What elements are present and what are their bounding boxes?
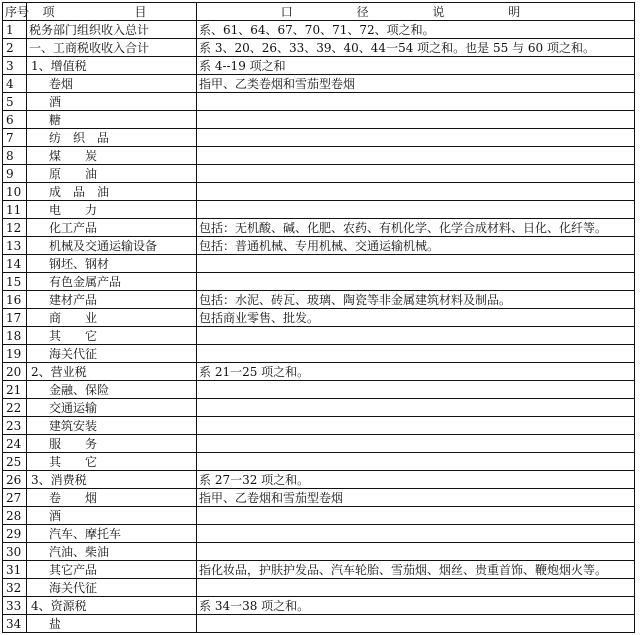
table-row: [3, 525, 635, 543]
row-number: 5: [3, 93, 27, 111]
row-description: [197, 543, 635, 561]
row-item: 一、工商税收收入合计: [27, 39, 197, 57]
row-description: [197, 165, 635, 183]
table-row: [3, 435, 635, 453]
row-item: 其 它: [27, 327, 197, 345]
row-item: 2、营业税: [27, 363, 197, 381]
row-item: 汽油、柴油: [27, 543, 197, 561]
row-number: 6: [3, 111, 27, 129]
row-description: [197, 507, 635, 525]
table-body: [3, 21, 635, 633]
row-description: 包括商业零售、批发。: [197, 309, 635, 327]
row-item: 建筑安装: [27, 417, 197, 435]
table-row: [3, 399, 635, 417]
header-item: 项 目: [27, 3, 197, 21]
row-item: 机械及交通运输设备: [27, 237, 197, 255]
table-row: [3, 453, 635, 471]
table-row: [3, 57, 635, 75]
row-number: 10: [3, 183, 27, 201]
row-description: 系 4--19 项之和: [197, 57, 635, 75]
row-item: 建材产品: [27, 291, 197, 309]
row-number: 17: [3, 309, 27, 327]
row-number: 15: [3, 273, 27, 291]
row-item: 酒: [27, 93, 197, 111]
row-description: [197, 381, 635, 399]
row-item: 盐: [27, 615, 197, 633]
row-description: 指甲、乙卷烟和雪茄型卷烟: [197, 489, 635, 507]
table-row: [3, 21, 635, 39]
row-description: [197, 453, 635, 471]
table-row: [3, 183, 635, 201]
row-number: 8: [3, 147, 27, 165]
row-description: 指甲、乙类卷烟和雪茄型卷烟: [197, 75, 635, 93]
row-item: 海关代征: [27, 345, 197, 363]
row-item: 纺 织 品: [27, 129, 197, 147]
row-item: 原 油: [27, 165, 197, 183]
table-row: [3, 417, 635, 435]
tax-definition-table: [2, 2, 635, 633]
table-row: [3, 381, 635, 399]
row-number: 12: [3, 219, 27, 237]
row-description: [197, 93, 635, 111]
row-item: 交通运输: [27, 399, 197, 417]
row-number: 34: [3, 615, 27, 633]
table-row: [3, 561, 635, 579]
table-row: [3, 147, 635, 165]
row-number: 18: [3, 327, 27, 345]
row-description: 包括：普通机械、专用机械、交通运输机械。: [197, 237, 635, 255]
row-description: 系 21一25 项之和。: [197, 363, 635, 381]
row-number: 28: [3, 507, 27, 525]
row-number: 9: [3, 165, 27, 183]
row-number: 11: [3, 201, 27, 219]
row-description: [197, 111, 635, 129]
row-number: 3: [3, 57, 27, 75]
table-row: [3, 255, 635, 273]
row-number: 13: [3, 237, 27, 255]
row-item: 煤 炭: [27, 147, 197, 165]
table-row: [3, 93, 635, 111]
row-item: 3、消费税: [27, 471, 197, 489]
table-row: [3, 291, 635, 309]
row-number: 27: [3, 489, 27, 507]
table-row: [3, 39, 635, 57]
row-number: 26: [3, 471, 27, 489]
table-row: [3, 489, 635, 507]
row-description: [197, 147, 635, 165]
table-row: [3, 237, 635, 255]
row-item: 钢坯、钢材: [27, 255, 197, 273]
table-row: [3, 327, 635, 345]
row-number: 32: [3, 579, 27, 597]
table-row: [3, 579, 635, 597]
row-description: 系 3、20、26、33、39、40、44一54 项之和。也是 55 与 60 项之和。: [197, 39, 635, 57]
row-number: 16: [3, 291, 27, 309]
table-row: [3, 507, 635, 525]
row-description: [197, 273, 635, 291]
row-description: [197, 201, 635, 219]
table-row: [3, 201, 635, 219]
row-number: 33: [3, 597, 27, 615]
row-description: [197, 255, 635, 273]
row-description: [197, 129, 635, 147]
row-number: 1: [3, 21, 27, 39]
row-number: 23: [3, 417, 27, 435]
row-item: 其 它: [27, 453, 197, 471]
row-item: 其它产品: [27, 561, 197, 579]
row-description: 系 34一38 项之和。: [197, 597, 635, 615]
row-description: 系 27一32 项之和。: [197, 471, 635, 489]
row-description: [197, 183, 635, 201]
row-number: 31: [3, 561, 27, 579]
row-description: [197, 327, 635, 345]
row-item: 汽车、摩托车: [27, 525, 197, 543]
row-number: 2: [3, 39, 27, 57]
row-item: 电 力: [27, 201, 197, 219]
row-item: 成 品 油: [27, 183, 197, 201]
row-description: 系、61、64、67、70、71、72、项之和。: [197, 21, 635, 39]
row-number: 30: [3, 543, 27, 561]
table-row: [3, 309, 635, 327]
row-item: 商 业: [27, 309, 197, 327]
row-description: 指化妆品，护肤护发品、汽车轮胎、雪茄烟、烟丝、贵重首饰、鞭炮烟火等。: [197, 561, 635, 579]
row-item: 1、增值税: [27, 57, 197, 75]
row-description: [197, 345, 635, 363]
table-row: [3, 345, 635, 363]
row-number: 21: [3, 381, 27, 399]
row-item: 化工产品: [27, 219, 197, 237]
row-number: 22: [3, 399, 27, 417]
row-number: 29: [3, 525, 27, 543]
table-row: [3, 363, 635, 381]
row-item: 税务部门组织收入总计: [27, 21, 197, 39]
table-row: [3, 75, 635, 93]
table-row: [3, 273, 635, 291]
row-number: 4: [3, 75, 27, 93]
row-number: 20: [3, 363, 27, 381]
row-description: [197, 579, 635, 597]
row-item: 卷 烟: [27, 489, 197, 507]
row-description: [197, 417, 635, 435]
row-description: 包括：水泥、砖瓦、玻璃、陶瓷等非金属建筑材料及制品。: [197, 291, 635, 309]
table-row: [3, 219, 635, 237]
row-description: [197, 399, 635, 417]
table-row: [3, 165, 635, 183]
row-item: 糖: [27, 111, 197, 129]
row-description: 包括：无机酸、碱、化肥、农药、有机化学、化学合成材料、日化、化纤等。: [197, 219, 635, 237]
table-row: [3, 111, 635, 129]
row-item: 卷烟: [27, 75, 197, 93]
row-item: 酒: [27, 507, 197, 525]
row-number: 24: [3, 435, 27, 453]
row-description: [197, 435, 635, 453]
header-row: [3, 3, 635, 21]
table-row: [3, 471, 635, 489]
row-number: 19: [3, 345, 27, 363]
row-item: 服 务: [27, 435, 197, 453]
row-number: 7: [3, 129, 27, 147]
row-item: 有色金属产品: [27, 273, 197, 291]
row-item: 4、资源税: [27, 597, 197, 615]
table-row: [3, 543, 635, 561]
row-item: 金融、保险: [27, 381, 197, 399]
table-row: [3, 597, 635, 615]
header-no: 序号: [3, 3, 27, 21]
row-description: [197, 525, 635, 543]
header-desc: 口 径 说 明: [197, 3, 635, 21]
row-item: 海关代征: [27, 579, 197, 597]
table-row: [3, 129, 635, 147]
row-number: 14: [3, 255, 27, 273]
table-row: [3, 615, 635, 633]
row-number: 25: [3, 453, 27, 471]
row-description: [197, 615, 635, 633]
